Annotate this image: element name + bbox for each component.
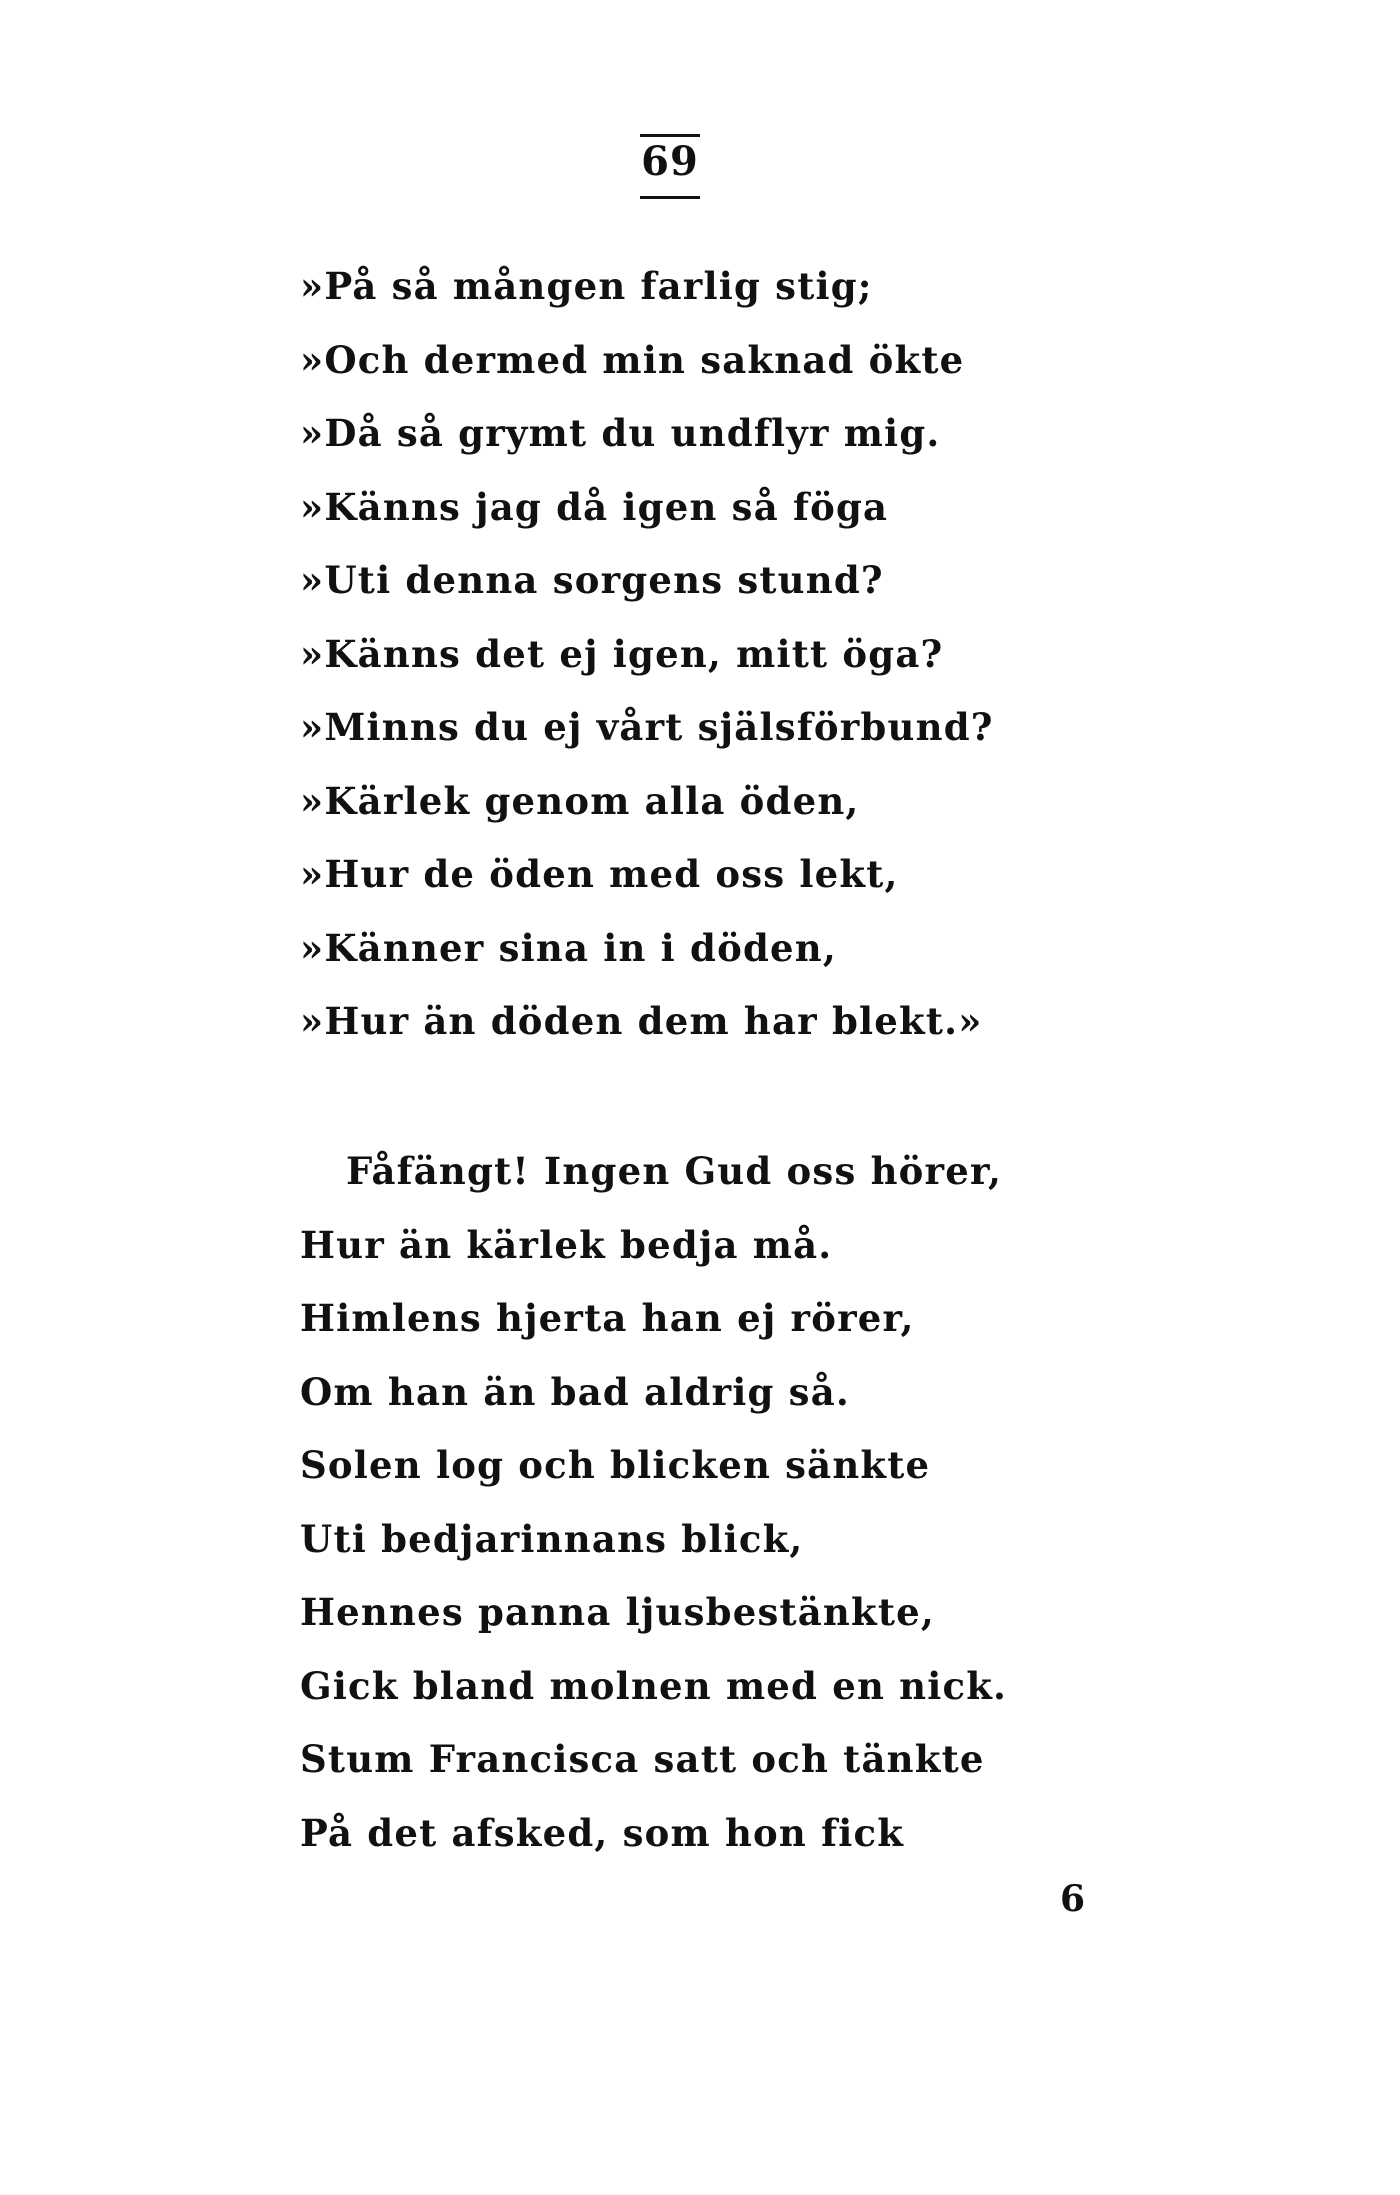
- page-number: 69: [641, 138, 699, 185]
- verse-line: »Känns det ej igen, mitt öga?: [300, 631, 944, 676]
- verse-line: »Och dermed min saknad ökte: [300, 337, 965, 382]
- page-number-rule-top: [640, 134, 700, 137]
- page-number-rule-bottom: [640, 196, 700, 199]
- verse-line: »På så mången farlig stig;: [300, 264, 873, 308]
- verse-line: Stum Francisca satt och tänkte: [300, 1737, 985, 1781]
- verse-line: »Kärlek genom alla öden,: [300, 778, 860, 823]
- verse-line: »Hur än döden dem har blekt.»: [300, 999, 983, 1043]
- verse-line: Solen log och blicken sänkte: [300, 1443, 931, 1487]
- verse-line: »Minns du ej vårt själsförbund?: [300, 705, 994, 749]
- verse-line: På det afsked, som hon fick: [300, 1810, 905, 1855]
- verse-line: »Känns jag då igen så föga: [300, 484, 889, 529]
- verse-line: Hennes panna ljusbestänkte,: [300, 1590, 935, 1634]
- verse-line: Uti bedjarinnans blick,: [300, 1516, 804, 1561]
- signature-mark: 6: [1060, 1878, 1086, 1920]
- verse-line: »Uti denna sorgens stund?: [300, 558, 884, 602]
- verse-line: Gick bland molnen med en nick.: [300, 1663, 1008, 1708]
- stanza-2: [300, 1135, 1007, 1870]
- verse-line: Hur än kärlek bedja må.: [300, 1222, 833, 1267]
- verse-line: Om han än bad aldrig så.: [300, 1369, 850, 1414]
- verse-line: Fåfängt! Ingen Gud oss hörer,: [346, 1149, 1003, 1193]
- stanza-1: [300, 250, 994, 1059]
- verse-line: »Hur de öden med oss lekt,: [300, 852, 899, 896]
- verse-line: »Känner sina in i döden,: [300, 925, 837, 970]
- verse-line: »Då så grymt du undflyr mig.: [300, 411, 941, 455]
- verse-line: Himlens hjerta han ej rörer,: [300, 1296, 915, 1340]
